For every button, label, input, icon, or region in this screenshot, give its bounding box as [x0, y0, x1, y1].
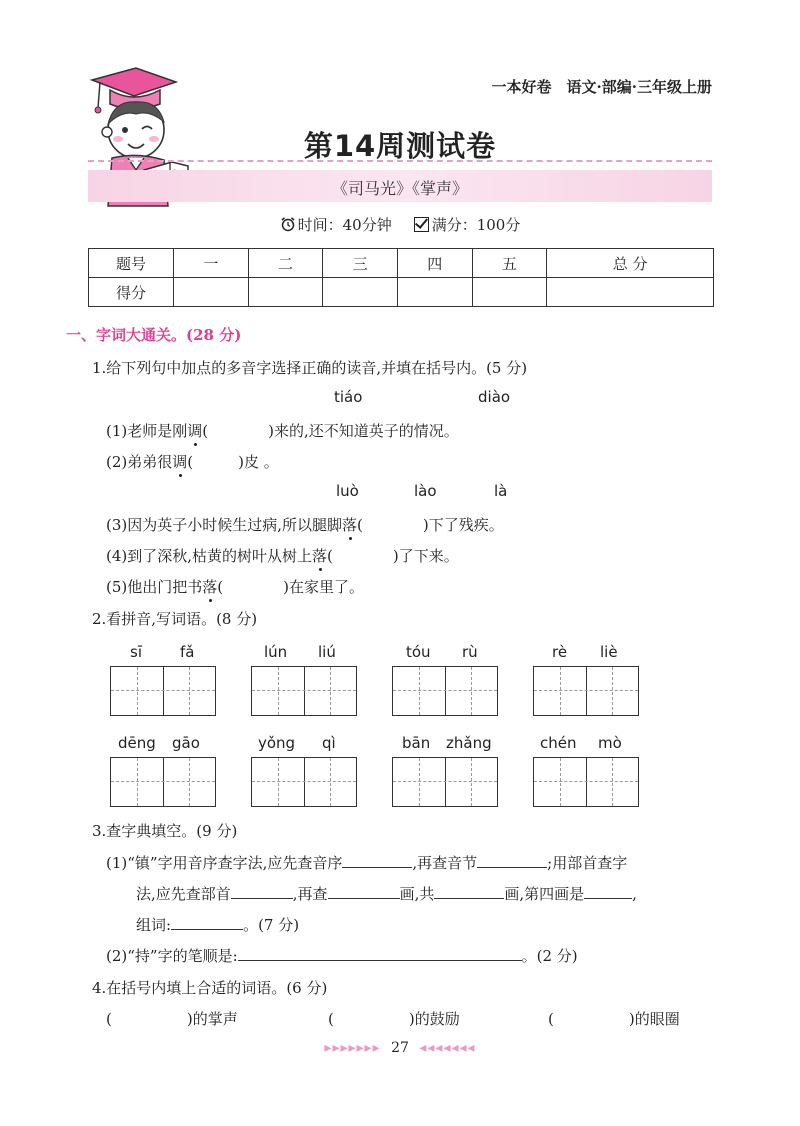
- sentence-2: (2)弟弟很调( )皮 。: [106, 453, 279, 471]
- score-table: [88, 248, 714, 307]
- page-title: 第14周测试卷: [303, 129, 497, 163]
- q3-line-1: (1)“镇”字用音序查字法,应先查音序 ,再查音节 ;用部首查字: [106, 854, 628, 872]
- series-name: 一本好卷 语文·部编·三年级上册: [491, 78, 712, 96]
- sentence-1: (1)老师是刚调( )来的,还不知道英子的情况。: [106, 422, 459, 440]
- score-entry-cell[interactable]: [174, 278, 249, 307]
- pinyin-label: liè: [600, 643, 618, 661]
- pinyin-option: luò: [336, 482, 359, 500]
- pinyin-option: tiáo: [334, 388, 363, 406]
- pinyin-label: bān: [402, 734, 431, 752]
- answer-blank[interactable]: [328, 884, 400, 899]
- fill-item[interactable]: ( )的鼓励: [328, 1010, 460, 1028]
- pinyin-option: là: [494, 482, 508, 500]
- section-heading: 一、字词大通关。(28 分): [66, 326, 242, 344]
- writing-grid[interactable]: [533, 666, 639, 716]
- answer-blank[interactable]: ( )来的,还不知道英子的情况。: [202, 422, 459, 440]
- q3-line-2: 法,应先查部首 ,再查 画,共 画,第四画是 ,: [136, 885, 637, 903]
- pinyin-label: fǎ: [180, 643, 195, 661]
- pinyin-label: zhǎng: [446, 734, 492, 752]
- answer-blank[interactable]: ( )在家里了。: [217, 578, 364, 596]
- table-cell: 四: [397, 249, 472, 278]
- exam-info: [0, 214, 800, 235]
- fill-item[interactable]: ( )的眼圈: [548, 1010, 680, 1028]
- sentence-5: (5)他出门把书落( )在家里了。: [106, 578, 364, 596]
- table-cell: 三: [323, 249, 398, 278]
- question-2-stem: 2.看拼音,写词语。(8 分): [92, 610, 258, 628]
- score-entry-cell[interactable]: [248, 278, 323, 307]
- table-cell: 五: [472, 249, 547, 278]
- time-limit: 时间：40分钟: [297, 216, 392, 234]
- answer-blank[interactable]: [231, 884, 293, 899]
- table-cell: 得分: [89, 278, 174, 307]
- question-3-stem: 3.查字典填空。(9 分): [92, 822, 238, 840]
- pinyin-label: chén: [540, 734, 577, 752]
- score-entry-cell[interactable]: [397, 278, 472, 307]
- table-cell: 总 分: [547, 249, 714, 278]
- pinyin-label: rè: [552, 643, 568, 661]
- pinyin-label: dēng: [118, 734, 156, 752]
- table-cell: 二: [248, 249, 323, 278]
- writing-grid[interactable]: [392, 757, 498, 807]
- full-score: 满分：100分: [431, 216, 521, 234]
- answer-blank[interactable]: ( )了下来。: [327, 547, 459, 565]
- question-1-stem: 1.给下列句中加点的多音字选择正确的读音,并填在括号内。(5 分): [92, 359, 528, 377]
- score-entry-cell[interactable]: [323, 278, 398, 307]
- lesson-subtitle: 《司马光》《掌声》: [331, 179, 468, 198]
- footer-arrows-left: ▸▸▸▸▸▸▸: [324, 1040, 381, 1056]
- table-cell: 题号: [89, 249, 174, 278]
- q3-line-3: 组词: 。(7 分): [136, 916, 300, 934]
- pinyin-label: yǒng: [258, 734, 296, 752]
- pinyin-option: lào: [414, 482, 437, 500]
- answer-blank[interactable]: [342, 853, 412, 868]
- page-number: 27: [391, 1040, 409, 1056]
- alarm-clock-icon: [280, 216, 296, 232]
- table-row: [89, 249, 714, 278]
- writing-grid[interactable]: [110, 757, 216, 807]
- table-cell: 一: [174, 249, 249, 278]
- pinyin-label: qì: [322, 734, 336, 752]
- pinyin-label: sī: [130, 643, 142, 661]
- score-entry-cell[interactable]: [472, 278, 547, 307]
- page-footer: [0, 1040, 800, 1056]
- pinyin-label: liú: [318, 643, 336, 661]
- answer-blank[interactable]: ( )下了残疾。: [357, 516, 504, 534]
- pinyin-label: gāo: [172, 734, 200, 752]
- answer-blank[interactable]: [171, 915, 243, 930]
- q3-line-4: (2)“持”字的笔顺是: 。(2 分): [106, 947, 578, 965]
- answer-blank[interactable]: [584, 884, 632, 899]
- table-row: [89, 278, 714, 307]
- answer-blank[interactable]: [477, 853, 547, 868]
- writing-grid[interactable]: [251, 757, 357, 807]
- writing-grid[interactable]: [533, 757, 639, 807]
- pinyin-label: tóu: [406, 643, 431, 661]
- sentence-3: (3)因为英子小时候生过病,所以腿脚落( )下了残疾。: [106, 516, 504, 534]
- fill-item[interactable]: ( )的掌声: [106, 1010, 238, 1028]
- pinyin-label: lún: [264, 643, 288, 661]
- pinyin-label: mò: [598, 734, 622, 752]
- checkbox-icon: [414, 217, 429, 232]
- footer-arrows-right: ◂◂◂◂◂◂◂: [419, 1040, 476, 1056]
- writing-grid[interactable]: [251, 666, 357, 716]
- answer-blank[interactable]: [238, 946, 522, 961]
- writing-grid[interactable]: [110, 666, 216, 716]
- score-entry-cell[interactable]: [547, 278, 714, 307]
- answer-blank[interactable]: ( )皮 。: [187, 453, 279, 471]
- writing-grid[interactable]: [392, 666, 498, 716]
- sentence-4: (4)到了深秋,枯黄的树叶从树上落( )了下来。: [106, 547, 459, 565]
- pinyin-option: diào: [478, 388, 511, 406]
- question-4-stem: 4.在括号内填上合适的词语。(6 分): [92, 979, 328, 997]
- answer-blank[interactable]: [434, 884, 504, 899]
- pinyin-label: rù: [462, 643, 478, 661]
